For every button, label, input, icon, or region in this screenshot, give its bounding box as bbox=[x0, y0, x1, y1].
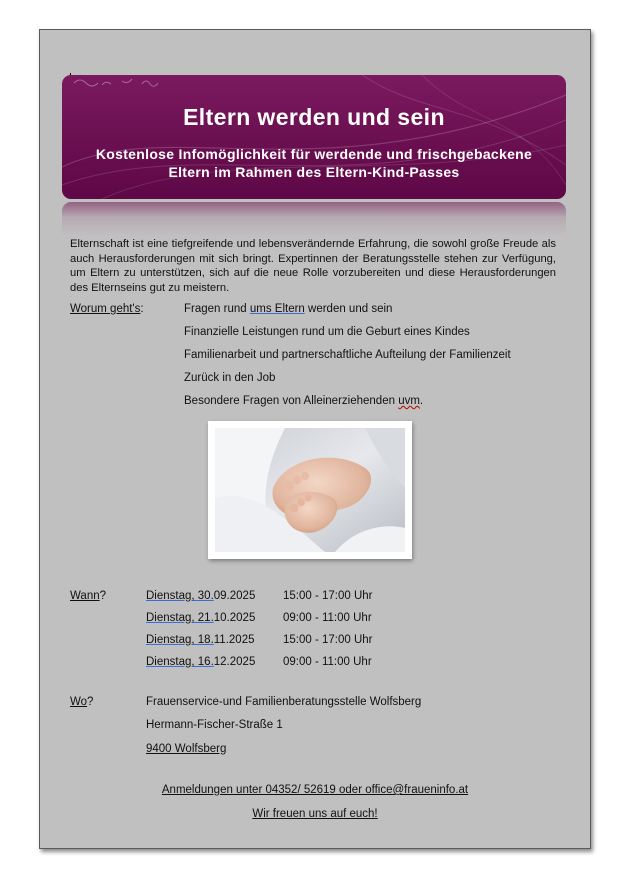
closing-line bbox=[40, 808, 590, 820]
address-line-3 bbox=[146, 743, 226, 755]
topics-label-text: Worum geht's bbox=[70, 303, 141, 315]
banner-reflection bbox=[62, 202, 566, 236]
date-day: Dienstag, 21. bbox=[146, 612, 214, 624]
topics-label bbox=[70, 303, 144, 315]
when-label bbox=[70, 590, 106, 602]
topic-item-4: Zurück in den Job bbox=[184, 372, 276, 384]
registration-line bbox=[40, 784, 590, 796]
when-label-suffix: ? bbox=[99, 590, 107, 602]
time-row-3: 15:00 - 17:00 Uhr bbox=[283, 634, 373, 646]
where-label-suffix: ? bbox=[87, 696, 94, 708]
time-row-1: 15:00 - 17:00 Uhr bbox=[283, 590, 373, 602]
topic-item-3: Familienarbeit und partnerschaftliche Aufteilung der Familienzeit bbox=[184, 349, 511, 361]
topic-item-1 bbox=[184, 303, 392, 315]
when-label-text: Wann bbox=[70, 590, 100, 602]
date-rest: 11.2025 bbox=[213, 634, 255, 646]
date-rest: 10.2025 bbox=[213, 612, 256, 624]
topic-item-1-post: werden und sein bbox=[304, 303, 393, 315]
date-row-3 bbox=[146, 634, 254, 646]
banner-subtitle bbox=[68, 145, 560, 181]
header-banner bbox=[62, 75, 566, 199]
banner-title: Eltern werden und sein bbox=[183, 104, 445, 130]
baby-feet-image bbox=[215, 428, 405, 552]
topic-item-1-marked: ums Eltern bbox=[249, 303, 305, 315]
topic-item-5-spelling-error: uvm bbox=[398, 395, 420, 407]
banner-subtitle-line2: Eltern im Rahmen des Eltern-Kind-Passes bbox=[168, 164, 460, 180]
time-row-2: 09:00 - 11:00 Uhr bbox=[283, 612, 372, 624]
date-row-4 bbox=[146, 656, 255, 668]
topic-item-5 bbox=[184, 395, 423, 407]
where-label bbox=[70, 696, 93, 708]
time-row-4: 09:00 - 11:00 Uhr bbox=[283, 656, 372, 668]
closing-text: Wir freuen uns auf euch! bbox=[252, 808, 378, 820]
registration-text: Anmeldungen unter 04352/ 52619 oder office@fraueninfo.at bbox=[161, 784, 469, 796]
date-rest: 12.2025 bbox=[213, 656, 256, 668]
topic-item-5-post: . bbox=[419, 395, 424, 407]
topic-item-1-pre: Fragen rund bbox=[184, 303, 250, 315]
date-rest: 09.2025 bbox=[213, 590, 256, 602]
intro-paragraph: Elternschaft ist eine tiefgreifende und lebensverändernde Erfahrung, die sowohl große Freude als auch Herausforderungen mit sich bringt. Expertinnen der Beratungsstelle stehen zur Verfügung, um Eltern zu unterstützen, sich auf die neue Rolle vorzubereiten und diese Herausforderungen des Elternseins gut zu meistern. bbox=[70, 238, 556, 294]
where-label-text: Wo bbox=[70, 696, 88, 708]
date-day: Dienstag, 18. bbox=[146, 634, 214, 646]
date-row-2 bbox=[146, 612, 255, 624]
address-line-3-text: 9400 Wolfsberg bbox=[146, 743, 227, 755]
topics-label-suffix: : bbox=[140, 303, 144, 315]
address-line-1: Frauenservice-und Familienberatungsstelle Wolfsberg bbox=[146, 696, 422, 708]
topic-item-5-pre: Besondere Fragen von Alleinerziehenden bbox=[184, 395, 399, 407]
date-day: Dienstag, 16. bbox=[146, 656, 214, 668]
address-line-2: Hermann-Fischer-Straße 1 bbox=[146, 719, 283, 731]
baby-feet-photo bbox=[208, 421, 412, 559]
banner-subtitle-line1: Kostenlose Infomöglichkeit für werdende und frischgebackene bbox=[95, 146, 533, 162]
date-day: Dienstag, 30. bbox=[146, 590, 214, 602]
topic-item-2: Finanzielle Leistungen rund um die Geburt eines Kindes bbox=[184, 326, 470, 338]
document-page bbox=[39, 29, 591, 849]
date-row-1 bbox=[146, 590, 255, 602]
